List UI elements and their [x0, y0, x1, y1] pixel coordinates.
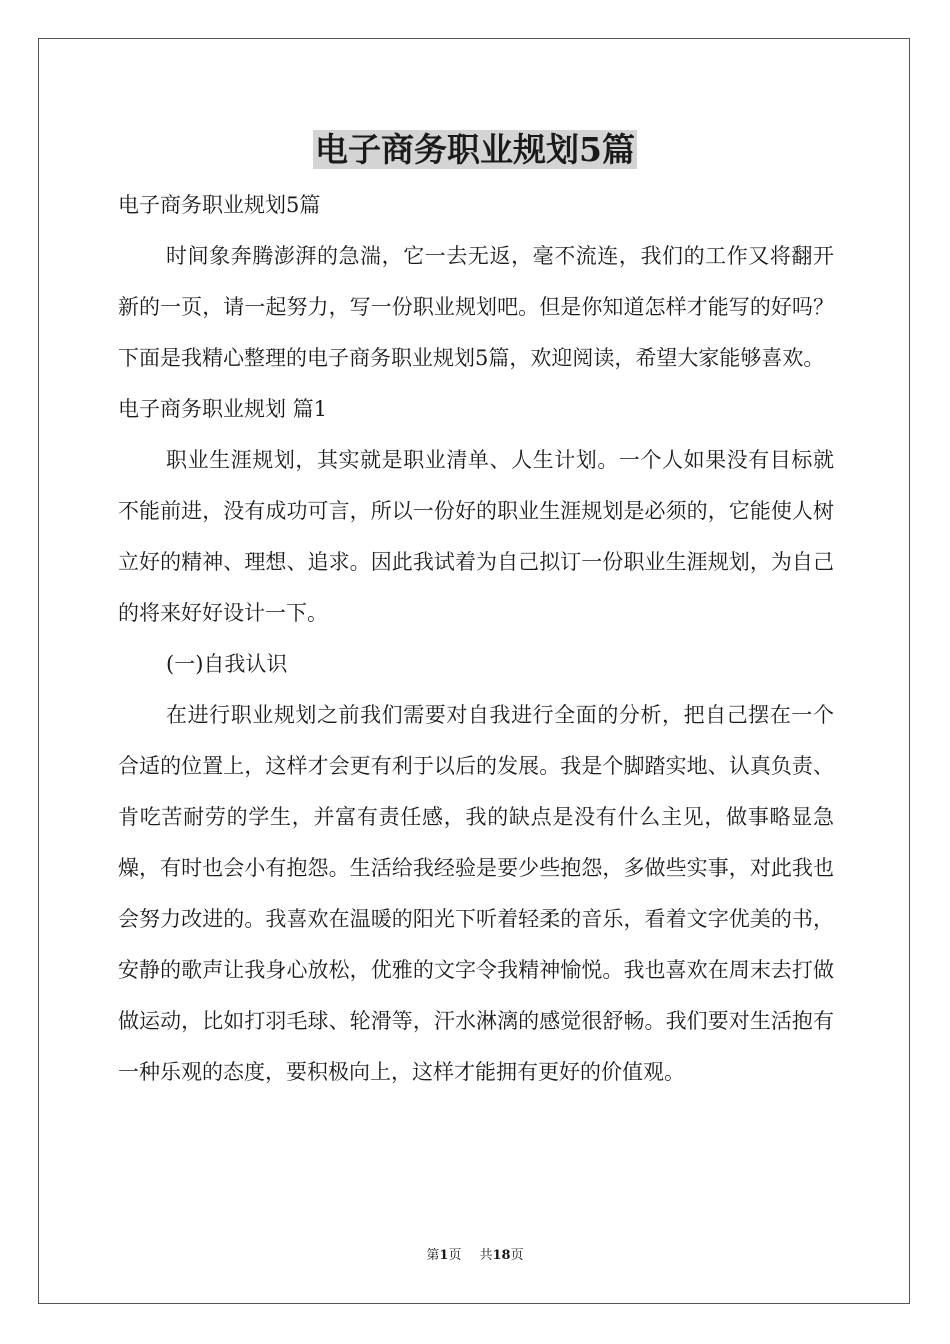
body-paragraph: 职业生涯规划，其实就是职业清单、人生计划。一个人如果没有目标就不能前进，没有成功可言，所以一份好的职业生涯规划是必须的，它能使人树立好的精神、理想、追求。因此我试着为自己拟订一份职业生涯规划，为自己的将来好好设计一下。: [118, 448, 834, 625]
page-current: 1: [439, 1248, 449, 1263]
page-total: 18: [492, 1248, 511, 1263]
body-paragraph: 在进行职业规划之前我们需要对自我进行全面的分析，把自己摆在一个合适的位置上，这样才会更有利于以后的发展。我是个脚踏实地、认真负责、肯吃苦耐劳的学生，并富有责任感，我的缺点是没有什么主见，做事略显急燥，有时也会小有抱怨。生活给我经验是要少些抱怨，多做些实事，对此我也会努力改进的。我喜欢在温暖的阳光下听着轻柔的音乐，看着文字优美的书，安静的歌声让我身心放松，优雅的文字令我精神愉悦。我也喜欢在周末去打做做运动，比如打羽毛球、轮滑等，汗水淋漓的感觉很舒畅。我们要对生活抱有一种乐观的态度，要积极向上，这样才能拥有更好的价值观。: [118, 703, 834, 1084]
document-title: [0, 128, 950, 172]
document-title-text: 电子商务职业规划5篇: [315, 130, 635, 169]
subsection-heading: (一)自我认识: [166, 652, 288, 676]
page-prefix: 第: [426, 1248, 440, 1263]
total-suffix: 页: [510, 1248, 524, 1263]
total-prefix: 共: [479, 1248, 493, 1263]
page-footer: [0, 1247, 950, 1265]
subtitle-line: 电子商务职业规划5篇: [118, 193, 321, 217]
document-body: [118, 180, 834, 1098]
intro-paragraph: 时间象奔腾澎湃的急湍，它一去无返，毫不流连，我们的工作又将翻开新的一页，请一起努力，写一份职业规划吧。但是你知道怎样才能写的好吗？下面是我精心整理的电子商务职业规划5篇，欢迎阅读，希望大家能够喜欢。: [118, 244, 834, 370]
page-suffix: 页: [448, 1248, 462, 1263]
section-heading: 电子商务职业规划 篇1: [118, 397, 328, 421]
